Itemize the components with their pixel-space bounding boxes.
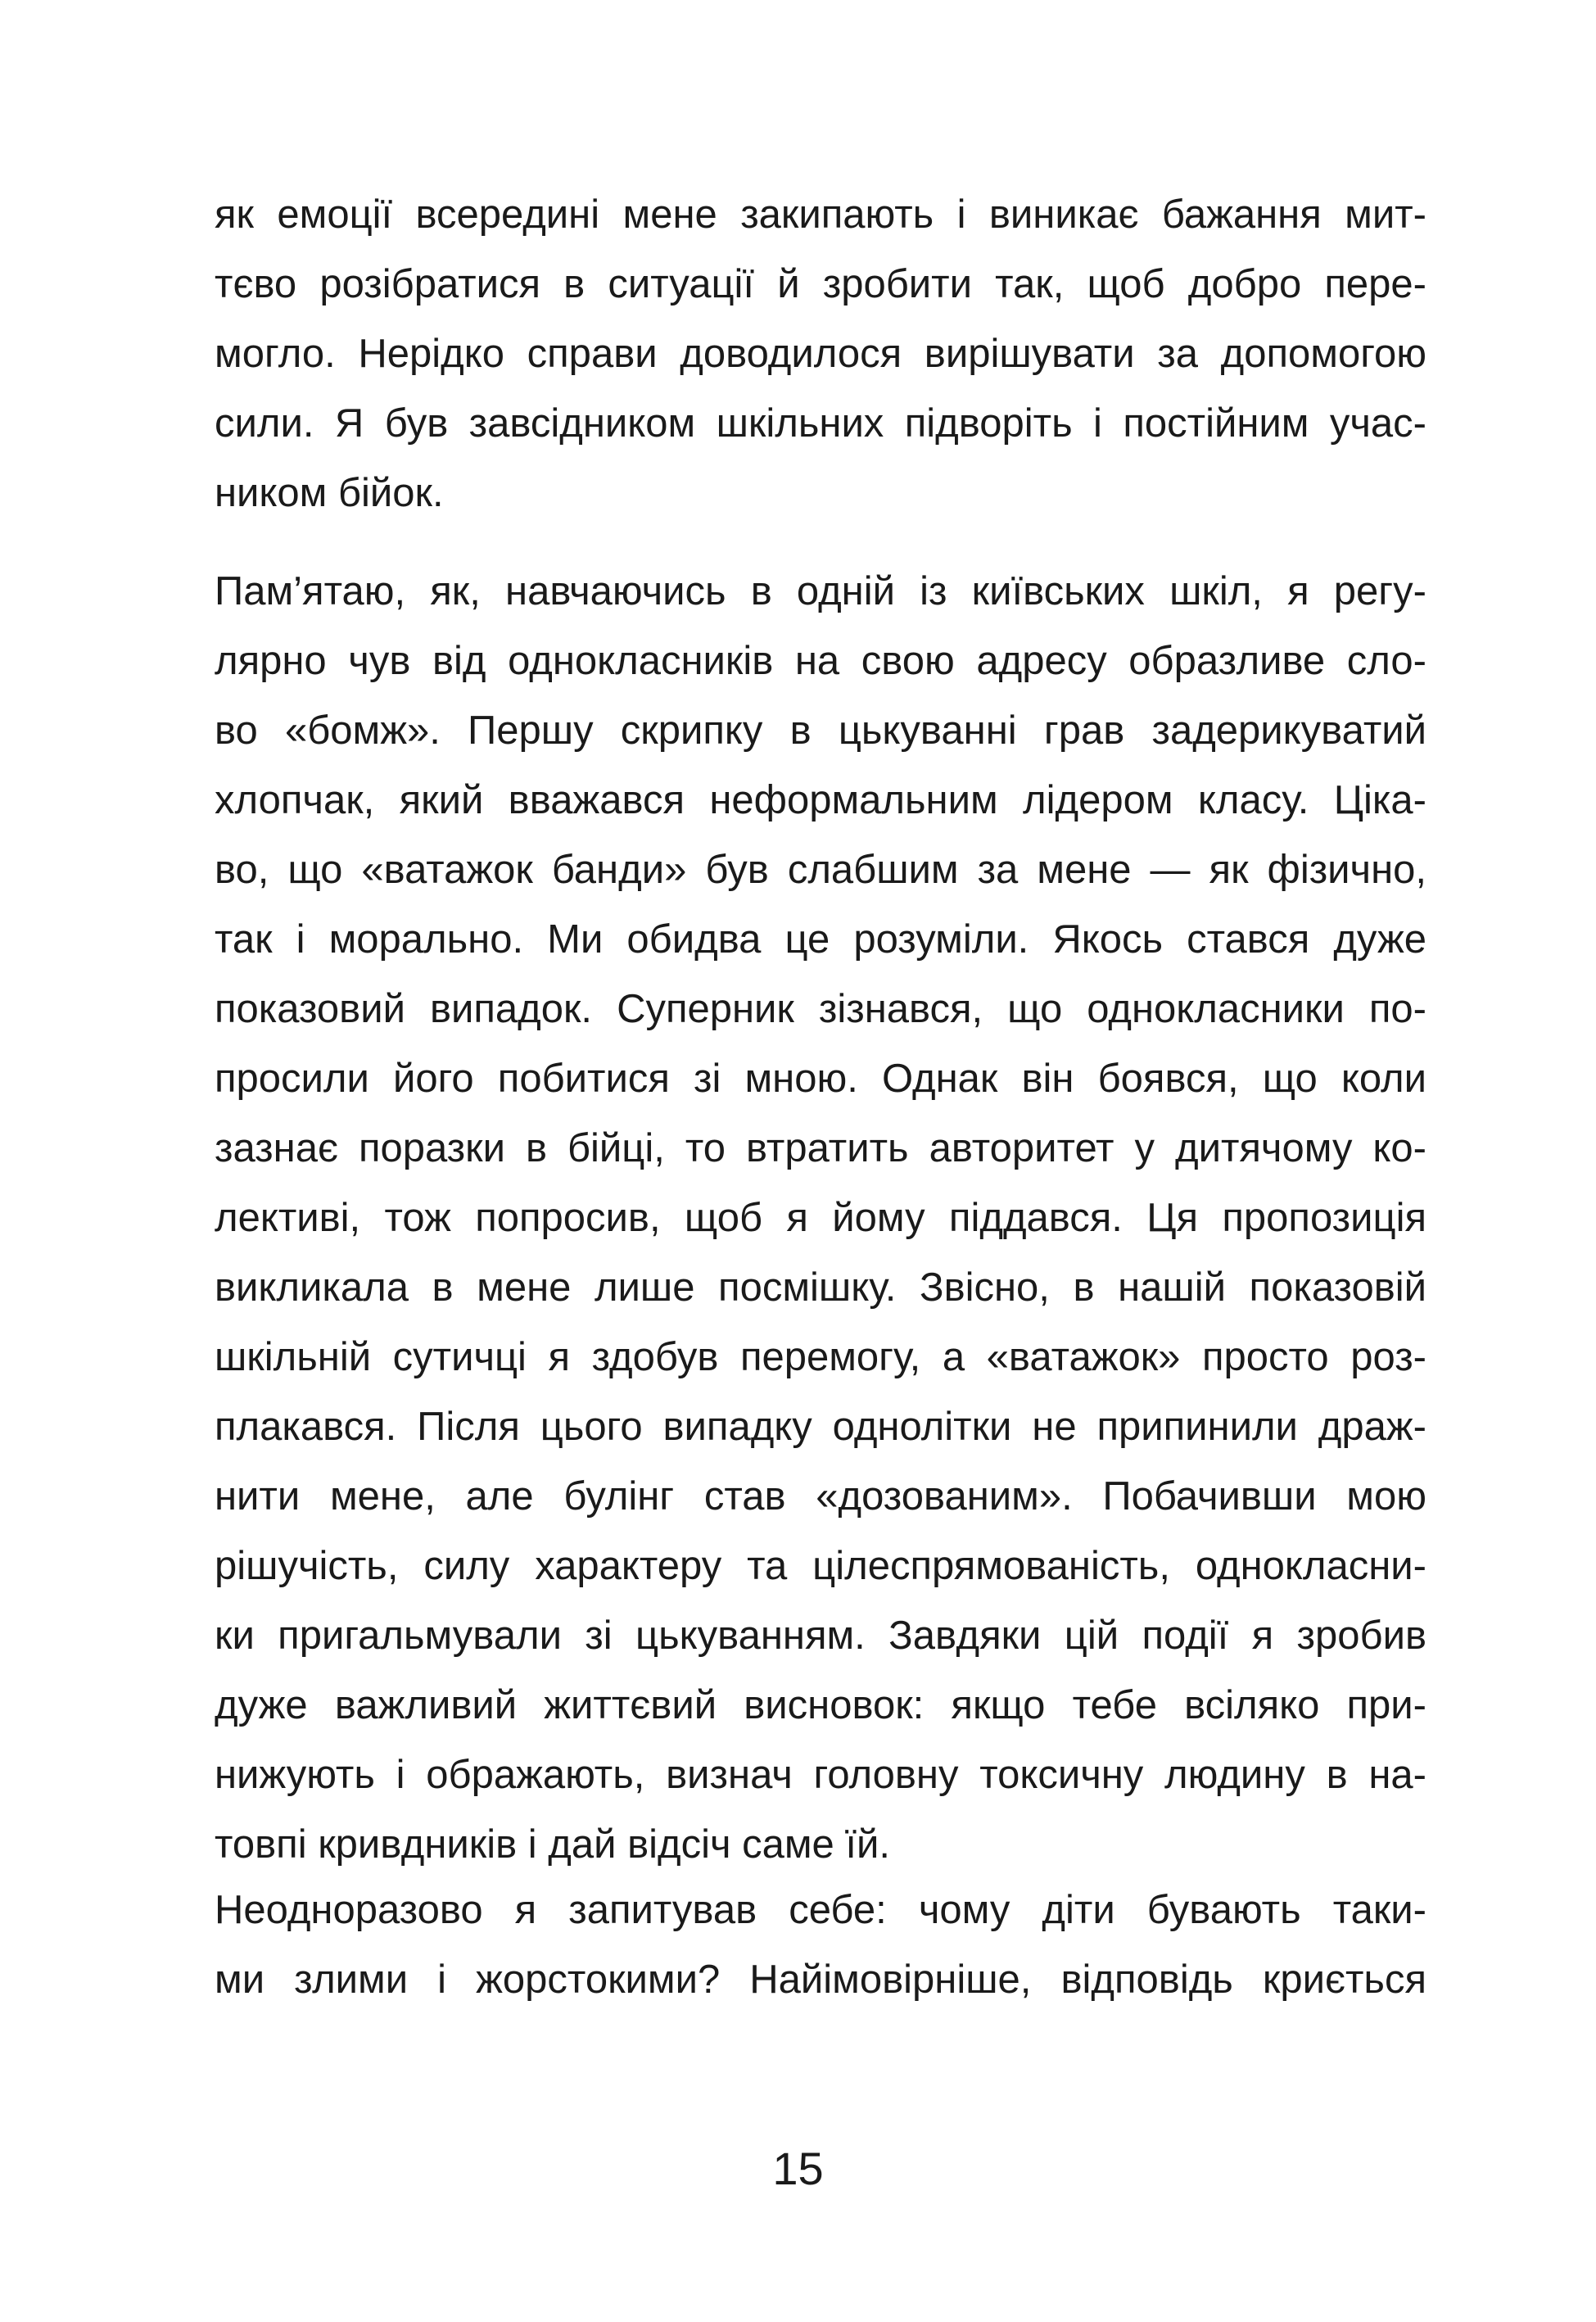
text-line: ки пригальмували зі цькуванням. Завдяки цій події я зробив [215, 1614, 1426, 1658]
text-line: плакався. Після цього випадку однолітки не припинили драж- [215, 1405, 1426, 1449]
text-line: зазнає поразки в бійці, то втратить авторитет у дитячому ко- [215, 1126, 1426, 1170]
text-line: так і морально. Ми обидва це розуміли. Якось стався дуже [215, 917, 1426, 962]
paragraph-3 [215, 1876, 1426, 2015]
text-line: просили його побитися зі мною. Однак він боявся, що коли [215, 1057, 1426, 1101]
text-line: во «бомж». Першу скрипку в цькуванні грав задерикуватий [215, 708, 1426, 753]
text-line: хлопчак, який вважався неформальним лідером класу. Ціка- [215, 778, 1426, 822]
text-line: лярно чув від однокласників на свою адресу образливе сло- [215, 639, 1426, 683]
text-line: як емоції всередині мене закипають і виникає бажання мит- [215, 192, 1426, 237]
text-line: товпі кривдників і дай відсіч саме їй. [215, 1822, 891, 1867]
text-line: ми злими і жорстокими? Найімовірніше, відповідь криється [215, 1958, 1426, 2002]
text-line: рішучість, силу характеру та цілеспрямованість, однокласни- [215, 1544, 1426, 1588]
text-line: викликала в мене лише посмішку. Звісно, в нашій показовій [215, 1265, 1426, 1310]
text-line: дуже важливий життєвий висновок: якщо тебе всіляко при- [215, 1683, 1426, 1727]
paragraph-1 [215, 180, 1426, 528]
text-line: сили. Я був завсідником шкільних підворіть і постійним учас- [215, 401, 1426, 446]
text-line: шкільній сутичці я здобув перемогу, а «ватажок» просто роз- [215, 1335, 1426, 1379]
page-number: 15 [772, 2143, 824, 2194]
text-line: нижують і ображають, визнач головну токсичну людину в на- [215, 1753, 1426, 1797]
text-line: лективі, тож попросив, щоб я йому піддався. Ця пропозиція [215, 1196, 1426, 1240]
text-line: могло. Нерідко справи доводилося вирішувати за допомогою [215, 332, 1426, 376]
text-line: тєво розібратися в ситуації й зробити так, щоб добро пере- [215, 262, 1426, 306]
text-line: нити мене, але булінг став «дозованим». Побачивши мою [215, 1474, 1426, 1519]
text-line: ником бійок. [215, 471, 444, 515]
paragraph-2 [215, 557, 1426, 1880]
text-line: Пам’ятаю, як, навчаючись в одній із київських шкіл, я регу- [215, 569, 1426, 613]
text-line: показовий випадок. Суперник зізнався, що однокласники по- [215, 987, 1426, 1031]
text-line: Неодноразово я запитував себе: чому діти бувають таки- [215, 1888, 1426, 1932]
text-line: во, що «ватажок банди» був слабшим за мене — як фізично, [215, 848, 1426, 892]
